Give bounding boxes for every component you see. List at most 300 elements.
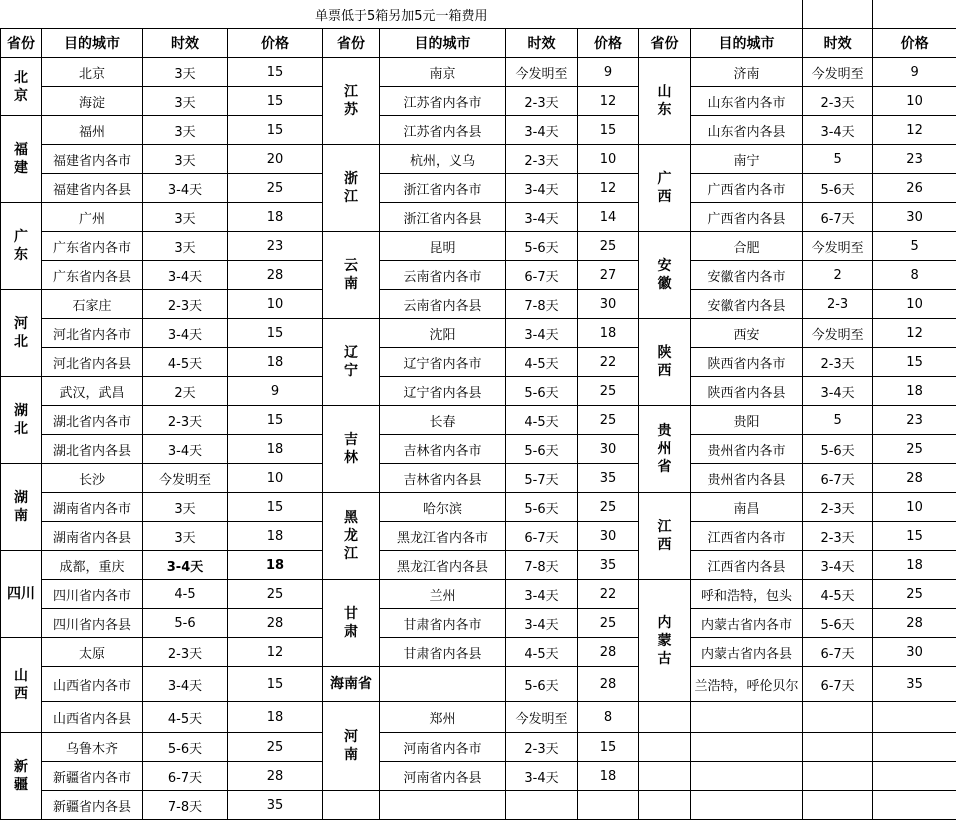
transit-time: 3-4天 [803,116,873,145]
price: 30 [873,638,956,667]
price: 9 [228,377,323,406]
price: 10 [873,290,956,319]
province-name: 江苏 [343,84,358,118]
destination-city: 河北省内各县 [42,348,143,377]
destination-city: 济南 [691,58,803,87]
destination-city: 内蒙古省内各县 [691,638,803,667]
transit-time: 5 [803,406,873,435]
province-name: 浙江 [343,171,358,205]
transit-time: 4-5天 [506,638,578,667]
column-header: 时效 [143,29,228,58]
province-cell [1,116,42,203]
destination-city: 石家庄 [42,290,143,319]
province-name: 福建 [13,142,28,176]
province-name: 吉林 [343,432,358,466]
destination-city: 江苏省内各县 [380,116,506,145]
destination-city: 山西省内各市 [42,667,143,702]
destination-city: 山东省内各市 [691,87,803,116]
empty-cell [691,702,803,733]
transit-time: 3-4天 [143,551,228,580]
province-name: 广西 [657,171,672,205]
empty-cell [691,733,803,762]
destination-city: 内蒙古省内各市 [691,609,803,638]
empty-cell [803,702,873,733]
province-cell [1,58,42,116]
price: 18 [873,551,956,580]
price: 25 [578,493,639,522]
transit-time: 3-4天 [143,667,228,702]
province-name: 河北 [13,316,28,350]
province-name: 甘肃 [343,606,358,640]
price: 15 [228,319,323,348]
transit-time: 4-5天 [143,702,228,733]
province-cell [323,145,380,232]
transit-time: 5-6天 [506,232,578,261]
transit-time: 3天 [143,203,228,232]
price: 18 [228,203,323,232]
destination-city: 贵阳 [691,406,803,435]
transit-time: 2-3天 [506,733,578,762]
destination-city: 辽宁省内各县 [380,377,506,406]
empty-cell [873,702,956,733]
province-name: 广东 [13,229,28,263]
transit-time: 4-5天 [506,406,578,435]
destination-city: 陕西省内各市 [691,348,803,377]
province-cell [1,464,42,551]
transit-time: 5-6天 [803,435,873,464]
province-name: 新疆 [13,759,28,793]
province-name: 辽宁 [343,345,358,379]
price: 23 [873,145,956,174]
province-name: 湖南 [13,490,28,524]
column-header: 省份 [639,29,691,58]
province-name: 内蒙古 [657,614,672,667]
province-name: 江西 [657,519,672,553]
transit-time: 5-7天 [506,464,578,493]
price: 9 [578,58,639,87]
price: 5 [873,232,956,261]
destination-city: 河南省内各市 [380,733,506,762]
price: 18 [873,377,956,406]
destination-city: 西安 [691,319,803,348]
destination-city: 合肥 [691,232,803,261]
price: 12 [578,87,639,116]
price: 25 [228,174,323,203]
destination-city: 安徽省内各市 [691,261,803,290]
destination-city: 兰浩特，呼伦贝尔 [691,667,803,702]
price: 25 [578,232,639,261]
transit-time: 6-7天 [143,762,228,791]
province-cell [639,319,691,406]
transit-time: 4-5天 [143,348,228,377]
price: 23 [873,406,956,435]
transit-time: 2-3天 [143,290,228,319]
transit-time: 4-5 [143,580,228,609]
destination-city: 新疆省内各县 [42,791,143,820]
price: 25 [873,435,956,464]
destination-city: 贵州省内各市 [691,435,803,464]
column-header: 价格 [873,29,956,58]
province-cell [1,638,42,733]
destination-city: 湖北省内各县 [42,435,143,464]
price: 15 [873,522,956,551]
transit-time: 2-3 [803,290,873,319]
destination-city: 甘肃省内各县 [380,638,506,667]
transit-time: 5-6天 [143,733,228,762]
transit-time: 2-3天 [803,522,873,551]
column-header: 时效 [803,29,873,58]
destination-city: 福建省内各市 [42,145,143,174]
price: 15 [228,406,323,435]
transit-time: 5-6 [143,609,228,638]
destination-city: 新疆省内各市 [42,762,143,791]
transit-time: 3-4天 [506,203,578,232]
price: 18 [578,319,639,348]
destination-city: 昆明 [380,232,506,261]
transit-time: 2-3天 [803,348,873,377]
price: 12 [578,174,639,203]
price: 22 [578,348,639,377]
province-cell [639,406,691,493]
transit-time: 3-4天 [506,580,578,609]
province-cell [323,319,380,406]
price: 23 [228,232,323,261]
destination-city: 吉林省内各市 [380,435,506,464]
province-cell [1,551,42,638]
price: 30 [873,203,956,232]
destination-city: 四川省内各县 [42,609,143,638]
transit-time: 3天 [143,145,228,174]
transit-time: 3天 [143,87,228,116]
price: 28 [228,609,323,638]
destination-city: 河南省内各县 [380,762,506,791]
transit-time: 今发明至 [506,58,578,87]
province-name: 四川 [7,586,35,602]
transit-time: 6-7天 [803,638,873,667]
province-name: 安徽 [657,258,672,292]
province-cell [323,406,380,493]
empty-cell [639,762,691,791]
province-cell [323,702,380,791]
destination-city: 江西省内各县 [691,551,803,580]
transit-time: 6-7天 [506,522,578,551]
price: 10 [228,290,323,319]
empty-cell [803,733,873,762]
destination-city: 四川省内各市 [42,580,143,609]
destination-city: 武汉，武昌 [42,377,143,406]
transit-time: 3天 [143,116,228,145]
destination-city: 甘肃省内各市 [380,609,506,638]
destination-city: 长春 [380,406,506,435]
price: 25 [578,609,639,638]
price: 35 [578,464,639,493]
transit-time: 4-5天 [803,580,873,609]
transit-time: 2-3天 [143,638,228,667]
price: 25 [578,406,639,435]
transit-time: 今发明至 [803,319,873,348]
price: 15 [228,116,323,145]
destination-city: 杭州，义乌 [380,145,506,174]
price: 9 [873,58,956,87]
province-cell [1,377,42,464]
province-cell [323,232,380,319]
transit-time: 今发明至 [803,232,873,261]
province-cell [1,733,42,820]
destination-city: 广西省内各市 [691,174,803,203]
destination-city: 哈尔滨 [380,493,506,522]
province-name: 河南 [343,729,358,763]
empty-cell [639,733,691,762]
destination-city: 福建省内各县 [42,174,143,203]
transit-time: 3-4天 [803,551,873,580]
transit-time: 3-4天 [143,319,228,348]
price: 10 [873,87,956,116]
price: 18 [578,762,639,791]
destination-city: 郑州 [380,702,506,733]
price: 15 [228,87,323,116]
transit-time: 3-4天 [506,319,578,348]
price: 12 [873,319,956,348]
destination-city: 陕西省内各县 [691,377,803,406]
transit-time: 4-5天 [506,348,578,377]
transit-time: 3-4天 [506,762,578,791]
destination-city: 海淀 [42,87,143,116]
destination-city: 长沙 [42,464,143,493]
empty-cell [803,762,873,791]
transit-time: 3-4天 [506,116,578,145]
column-header: 省份 [323,29,380,58]
province-cell [323,493,380,580]
transit-time: 今发明至 [143,464,228,493]
price: 14 [578,203,639,232]
destination-city: 浙江省内各县 [380,203,506,232]
price: 20 [228,145,323,174]
province-cell [639,232,691,319]
transit-time: 5-6天 [803,174,873,203]
empty-cell [873,791,956,820]
price: 18 [228,702,323,733]
transit-time: 3-4天 [143,174,228,203]
price: 30 [578,435,639,464]
province-name: 陕西 [657,345,672,379]
transit-time: 6-7天 [506,261,578,290]
price: 18 [228,435,323,464]
destination-city: 广西省内各县 [691,203,803,232]
province-name: 北京 [13,69,28,104]
destination-city: 河北省内各市 [42,319,143,348]
destination-city: 南昌 [691,493,803,522]
price: 28 [228,762,323,791]
price: 8 [873,261,956,290]
empty-cell [639,791,691,820]
transit-time: 今发明至 [506,702,578,733]
province-name: 山东 [657,84,672,118]
destination-city: 山西省内各县 [42,702,143,733]
price: 35 [873,667,956,702]
price: 28 [873,609,956,638]
empty-cell [803,0,873,29]
price: 15 [578,733,639,762]
column-header: 省份 [1,29,42,58]
price: 26 [873,174,956,203]
price: 25 [578,377,639,406]
empty-cell [506,791,578,820]
transit-time: 5-6天 [506,493,578,522]
price: 35 [228,791,323,820]
destination-city: 福州 [42,116,143,145]
price: 15 [228,667,323,702]
destination-city [380,667,506,702]
destination-city: 成都，重庆 [42,551,143,580]
destination-city: 安徽省内各县 [691,290,803,319]
column-header: 价格 [578,29,639,58]
transit-time: 2-3天 [803,87,873,116]
price: 28 [873,464,956,493]
empty-cell [873,0,956,29]
price: 35 [578,551,639,580]
price: 10 [578,145,639,174]
transit-time: 7-8天 [506,290,578,319]
empty-cell [691,762,803,791]
price: 22 [578,580,639,609]
destination-city: 广州 [42,203,143,232]
transit-time: 3天 [143,232,228,261]
transit-time: 3-4天 [506,174,578,203]
province-name: 贵州省 [657,423,672,475]
destination-city: 山东省内各县 [691,116,803,145]
destination-city: 江西省内各市 [691,522,803,551]
transit-time: 5-6天 [803,609,873,638]
destination-city: 广东省内各市 [42,232,143,261]
province-cell [639,145,691,232]
province-name: 山西 [13,668,28,702]
column-header: 目的城市 [691,29,803,58]
province-cell [1,290,42,377]
empty-cell [639,702,691,733]
province-name: 黑龙江 [343,510,358,562]
transit-time: 2-3天 [506,145,578,174]
transit-time: 2-3天 [506,87,578,116]
province-cell [323,580,380,667]
price: 15 [578,116,639,145]
price: 28 [578,638,639,667]
transit-time: 3-4天 [506,609,578,638]
price: 18 [228,522,323,551]
province-name: 海南省 [330,676,372,692]
column-header: 目的城市 [380,29,506,58]
transit-time: 3-4天 [803,377,873,406]
destination-city: 沈阳 [380,319,506,348]
province-cell [323,58,380,145]
transit-time: 5-6天 [506,377,578,406]
destination-city: 乌鲁木齐 [42,733,143,762]
price: 18 [228,348,323,377]
transit-time: 2 [803,261,873,290]
price: 27 [578,261,639,290]
table-title: 单票低于5箱另加5元一箱费用 [1,0,803,29]
destination-city: 南宁 [691,145,803,174]
province-cell [1,203,42,290]
price: 30 [578,290,639,319]
empty-cell [323,791,380,820]
transit-time: 7-8天 [506,551,578,580]
destination-city: 呼和浩特，包头 [691,580,803,609]
price: 18 [228,551,323,580]
transit-time: 3天 [143,493,228,522]
column-header: 价格 [228,29,323,58]
price: 10 [873,493,956,522]
column-header: 时效 [506,29,578,58]
province-cell [323,667,380,702]
price: 15 [873,348,956,377]
destination-city: 云南省内各县 [380,290,506,319]
transit-time: 今发明至 [803,58,873,87]
price: 15 [228,493,323,522]
destination-city: 湖北省内各市 [42,406,143,435]
transit-time: 6-7天 [803,667,873,702]
destination-city: 贵州省内各县 [691,464,803,493]
destination-city: 兰州 [380,580,506,609]
destination-city: 南京 [380,58,506,87]
transit-time: 5-6天 [506,435,578,464]
price: 10 [228,464,323,493]
price: 25 [228,580,323,609]
transit-time: 2-3天 [803,493,873,522]
destination-city: 辽宁省内各市 [380,348,506,377]
transit-time: 3天 [143,522,228,551]
transit-time: 5-6天 [506,667,578,702]
transit-time: 5 [803,145,873,174]
destination-city: 黑龙江省内各县 [380,551,506,580]
province-cell [639,580,691,702]
transit-time: 6-7天 [803,203,873,232]
destination-city: 湖南省内各县 [42,522,143,551]
transit-time: 7-8天 [143,791,228,820]
destination-city: 黑龙江省内各市 [380,522,506,551]
empty-cell [873,762,956,791]
empty-cell [803,791,873,820]
province-cell [639,58,691,145]
destination-city: 浙江省内各市 [380,174,506,203]
price: 15 [228,58,323,87]
destination-city: 太原 [42,638,143,667]
destination-city: 江苏省内各市 [380,87,506,116]
transit-time: 3-4天 [143,261,228,290]
empty-cell [691,791,803,820]
destination-city: 云南省内各市 [380,261,506,290]
destination-city: 广东省内各县 [42,261,143,290]
empty-cell [578,791,639,820]
price: 30 [578,522,639,551]
province-name: 湖北 [13,403,28,437]
price: 25 [873,580,956,609]
destination-city: 吉林省内各县 [380,464,506,493]
destination-city: 北京 [42,58,143,87]
empty-cell [380,791,506,820]
price: 12 [873,116,956,145]
column-header: 目的城市 [42,29,143,58]
price: 25 [228,733,323,762]
price: 8 [578,702,639,733]
price: 28 [578,667,639,702]
province-cell [639,493,691,580]
transit-time: 6-7天 [803,464,873,493]
transit-time: 3天 [143,58,228,87]
transit-time: 2-3天 [143,406,228,435]
transit-time: 3-4天 [143,435,228,464]
province-name: 云南 [343,258,358,292]
transit-time: 2天 [143,377,228,406]
